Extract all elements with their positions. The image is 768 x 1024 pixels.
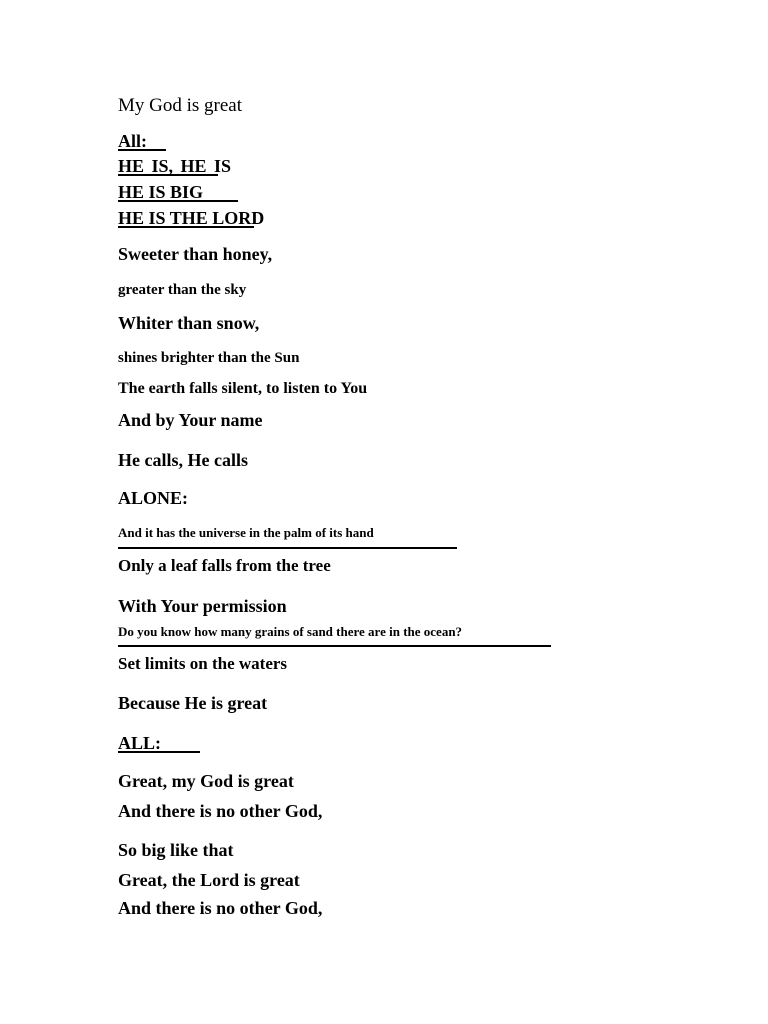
underline-chorus-2 xyxy=(118,200,238,202)
song-title: My God is great xyxy=(118,95,243,116)
alone-line-1: And it has the universe in the palm of its hand xyxy=(118,525,374,540)
underline-alone-4 xyxy=(118,645,551,647)
underline-all xyxy=(118,149,166,151)
underline-alone-1 xyxy=(118,547,457,549)
underline-chorus-3 xyxy=(118,226,254,228)
section-label-all: All: xyxy=(118,131,147,151)
final-line-2: And there is no other God, xyxy=(118,801,323,821)
chorus-line-1: HE IS, HE IS xyxy=(118,156,232,176)
final-line-5: And there is no other God, xyxy=(118,898,323,918)
alone-line-4: Do you know how many grains of sand there are in the ocean? xyxy=(118,624,463,639)
underline-chorus-1 xyxy=(118,174,218,176)
section-label-final-all: ALL: xyxy=(118,733,162,753)
section-label-alone: ALONE: xyxy=(118,488,189,508)
alone-line-5: Set limits on the waters xyxy=(118,654,288,673)
alone-line-6: Because He is great xyxy=(118,693,268,713)
chorus-line-2: HE IS BIG xyxy=(118,182,204,202)
verse-line-2: greater than the sky xyxy=(118,282,247,298)
underline-final-all xyxy=(118,751,200,753)
verse-line-3: Whiter than snow, xyxy=(118,313,260,333)
verse-line-1: Sweeter than honey, xyxy=(118,244,273,264)
verse-line-4: shines brighter than the Sun xyxy=(118,350,300,366)
alone-line-3: With Your permission xyxy=(118,596,287,616)
verse-line-5: The earth falls silent, to listen to You xyxy=(118,380,368,397)
chorus-line-3: HE IS THE LORD xyxy=(118,208,265,228)
final-line-4: Great, the Lord is great xyxy=(118,870,300,890)
alone-line-2: Only a leaf falls from the tree xyxy=(118,556,331,575)
final-line-1: Great, my God is great xyxy=(118,771,294,791)
final-line-3: So big like that xyxy=(118,840,234,860)
verse-line-6: And by Your name xyxy=(118,410,263,430)
verse-line-7: He calls, He calls xyxy=(118,450,248,470)
